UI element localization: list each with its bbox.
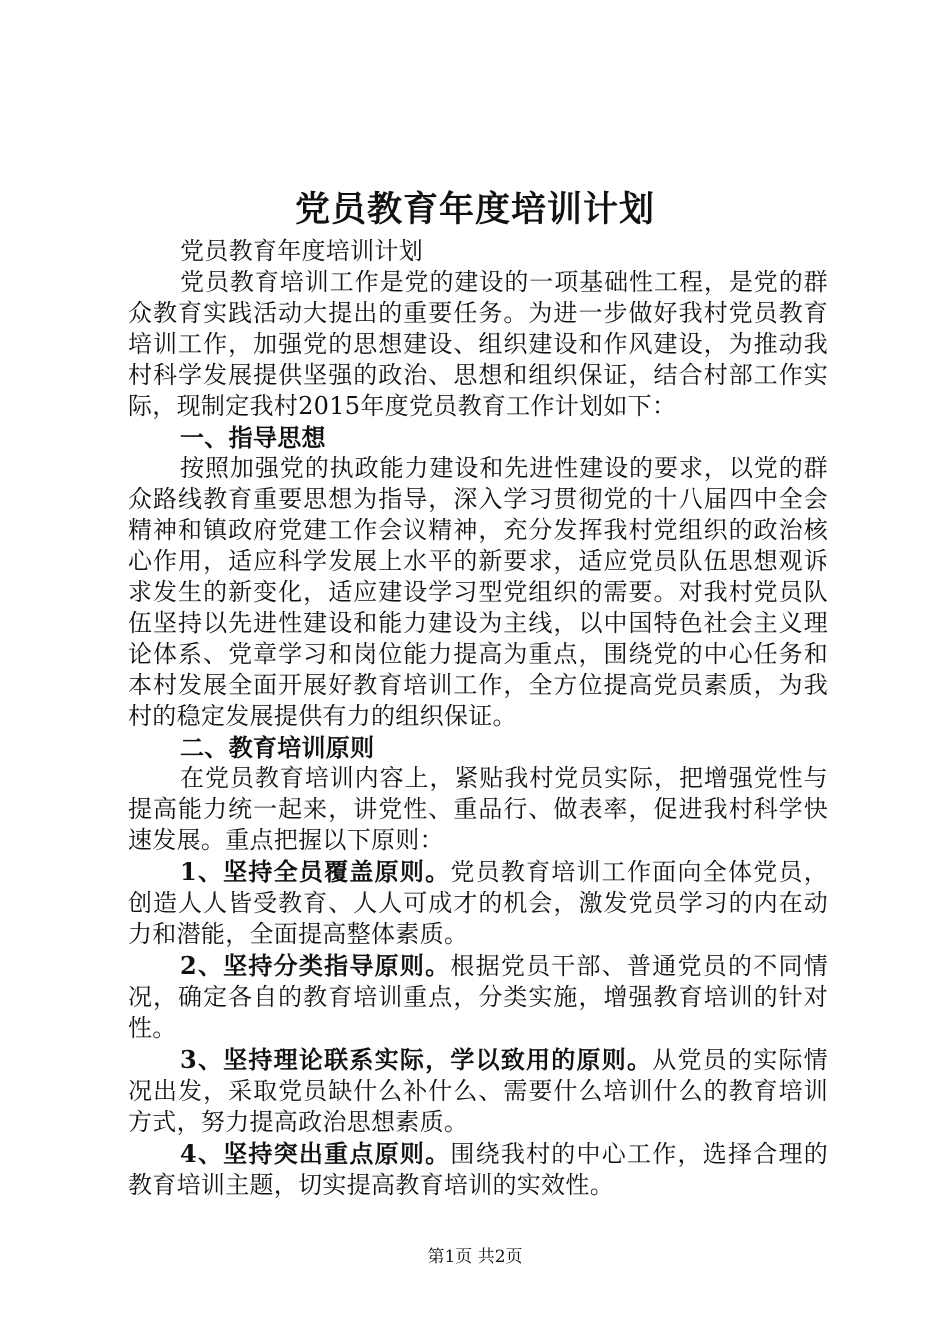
document-body <box>128 236 828 1201</box>
principle-text: 围绕我村的中心工作，选择合理的教育培训主题，切实提高教育培训的实效性。 <box>128 1140 829 1199</box>
principle-text: 根据党员干部、普通党员的不同情况，确定各自的教育培训重点，分类实施，增强教育培训的针对性。 <box>128 952 829 1042</box>
principle-text: 党员教育培训工作面向全体党员，创造人人皆受教育、人人可成才的机会，激发党员学习的内在动力和潜能，全面提高整体素质。 <box>128 858 829 948</box>
section-paragraph-training-principles: 在党员教育培训内容上，紧贴我村党员实际，把增强党性与提高能力统一起来，讲党性、重品行、做表率，促进我村科学快速发展。重点把握以下原则： <box>128 764 828 854</box>
principle-item <box>128 856 828 950</box>
principle-lead: 4、坚持突出重点原则。 <box>180 1139 451 1168</box>
principle-item <box>128 1138 828 1201</box>
section-paragraph-guiding-ideology: 按照加强党的执政能力建设和先进性建设的要求，以党的群众路线教育重要思想为指导，深入学习贯彻党的十八届四中全会精神和镇政府党建工作会议精神，充分发挥我村党组织的政治核心作用，适应科学发展上水平的新要求，适应党员队伍思想观诉求发生的新变化，适应建设学习型党组织的需要。对我村党员队伍坚持以先进性建设和能力建设为主线，以中国特色社会主义理论体系、党章学习和岗位能力提高为重点，围绕党的中心任务和本村发展全面开展好教育培训工作，全方位提高党员素质，为我村的稳定发展提供有力的组织保证。 <box>128 454 828 730</box>
principle-item <box>128 1044 828 1138</box>
section-heading-guiding-ideology: 一、指导思想 <box>180 423 326 452</box>
intro-paragraph: 党员教育培训工作是党的建设的一项基础性工程，是党的群众教育实践活动大提出的重要任务。为进一步做好我村党员教育培训工作，加强党的思想建设、组织建设和作风建设，为推动我村科学发展提供坚强的政治、思想和组织保证，结合村部工作实际，现制定我村2015年度党员教育工作计划如下： <box>128 268 828 420</box>
page-number-footer: 第1页 共2页 <box>427 1247 523 1267</box>
principle-lead: 1、坚持全员覆盖原则。 <box>180 857 451 886</box>
document-subtitle: 党员教育年度培训计划 <box>180 237 423 265</box>
principle-lead: 2、坚持分类指导原则。 <box>180 951 451 980</box>
principle-text: 从党员的实际情况出发，采取党员缺什么补什么、需要什么培训什么的教育培训方式，努力提高政治思想素质。 <box>128 1046 828 1136</box>
principle-lead: 3、坚持理论联系实际，学以致用的原则。 <box>180 1045 653 1074</box>
principle-item <box>128 950 828 1044</box>
section-heading-training-principles: 二、教育培训原则 <box>180 733 375 762</box>
document-title: 党员教育年度培训计划 <box>294 189 655 230</box>
